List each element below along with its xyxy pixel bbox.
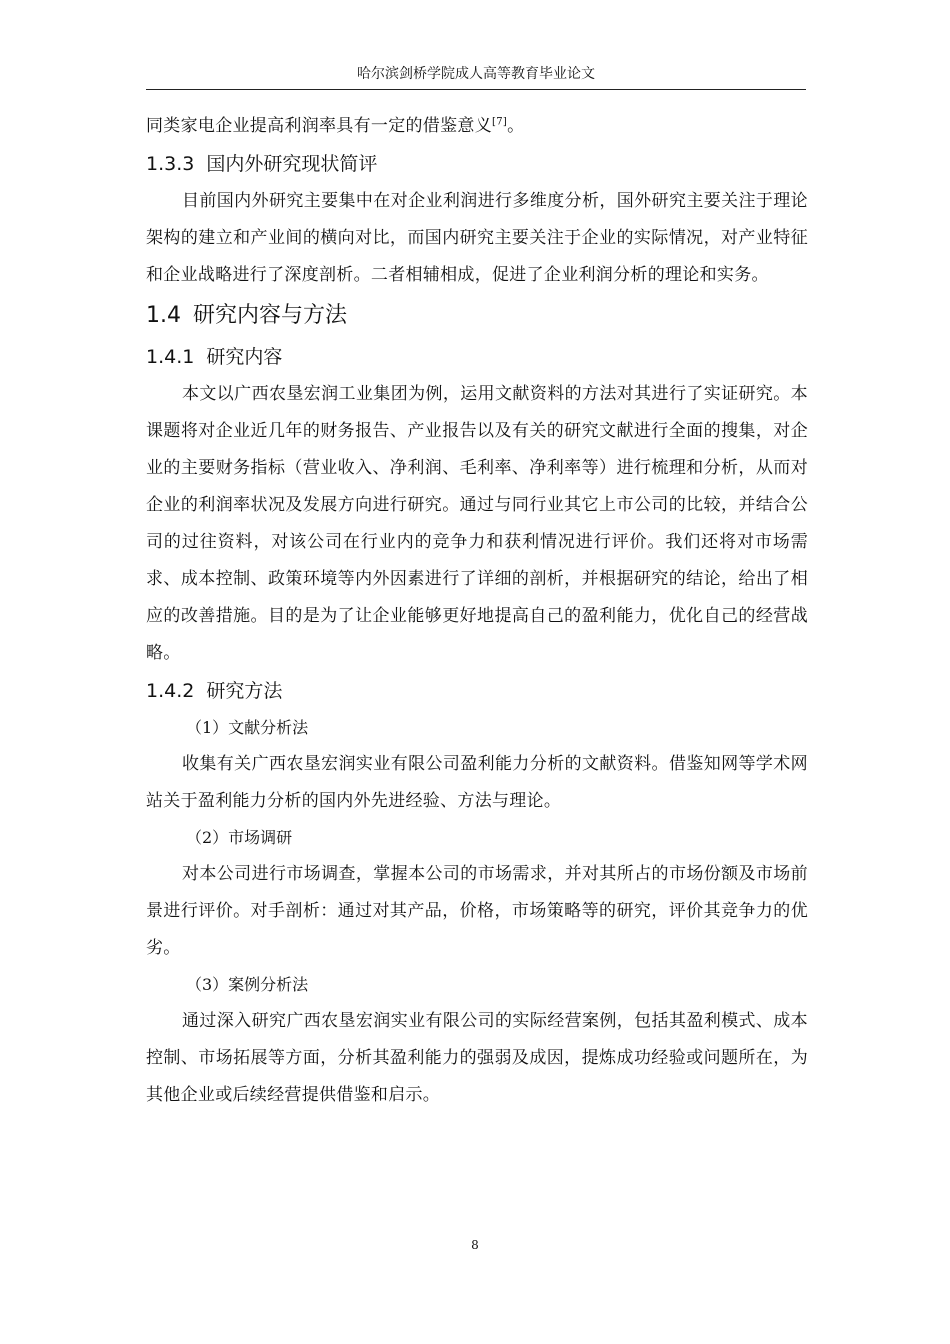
method-label: （2）市场调研: [186, 828, 293, 847]
citation-ref: [7]: [492, 116, 508, 128]
header-title: 哈尔滨剑桥学院成人高等教育毕业论文: [357, 66, 595, 82]
page-number: 8: [471, 1238, 479, 1252]
method-label: （3）案例分析法: [186, 975, 309, 994]
paragraph: 目前国内外研究主要集中在对企业利润进行多维度分析，国外研究主要关注于理论架构的建立和产业间的横向对比，而国内研究主要关注于企业的实际情况，对产业特征和企业战略进行了深度剖析。二者相辅相成，促进了企业利润分析的理论和实务。: [146, 191, 808, 285]
section-heading-1-4: 1.4 研究内容与方法: [146, 303, 348, 328]
paragraph: 通过深入研究广西农垦宏润实业有限公司的实际经营案例，包括其盈利模式、成本控制、市场拓展等方面，分析其盈利能力的强弱及成因，提炼成功经验或问题所在，为其他企业或后续经营提供借鉴和启示。: [146, 1011, 808, 1105]
paragraph: 对本公司进行市场调查，掌握本公司的市场需求，并对其所占的市场份额及市场前景进行评价。对手剖析：通过对其产品，价格，市场策略等的研究，评价其竞争力的优劣。: [146, 864, 808, 958]
continuation-paragraph: 同类家电企业提高利润率具有一定的借鉴意义[7]。: [146, 116, 525, 136]
section-heading-1-4-2: 1.4.2 研究方法: [146, 680, 283, 702]
section-heading-1-4-1: 1.4.1 研究内容: [146, 346, 283, 368]
paragraph: 本文以广西农垦宏润工业集团为例，运用文献资料的方法对其进行了实证研究。本课题将对企业近几年的财务报告、产业报告以及有关的研究文献进行全面的搜集，对企业的主要财务指标（营业收入、净利润、毛利率、净利率等）进行梳理和分析，从而对企业的利润率状况及发展方向进行研究。通过与同行业其它上市公司的比较，并结合公司的过往资料，对该公司在行业内的竞争力和获利情况进行评价。我们还将对市场需求、成本控制、政策环境等内外因素进行了详细的剖析，并根据研究的结论，给出了相应的改善措施。目的是为了让企业能够更好地提高自己的盈利能力，优化自己的经营战略。: [146, 384, 808, 663]
page-body: [146, 108, 808, 1114]
paragraph: 收集有关广西农垦宏润实业有限公司盈利能力分析的文献资料。借鉴知网等学术网站关于盈利能力分析的国内外先进经验、方法与理论。: [146, 754, 808, 811]
section-heading-1-3-3: 1.3.3 国内外研究现状简评: [146, 153, 378, 175]
method-label: （1）文献分析法: [186, 718, 309, 737]
running-header: [146, 64, 806, 90]
